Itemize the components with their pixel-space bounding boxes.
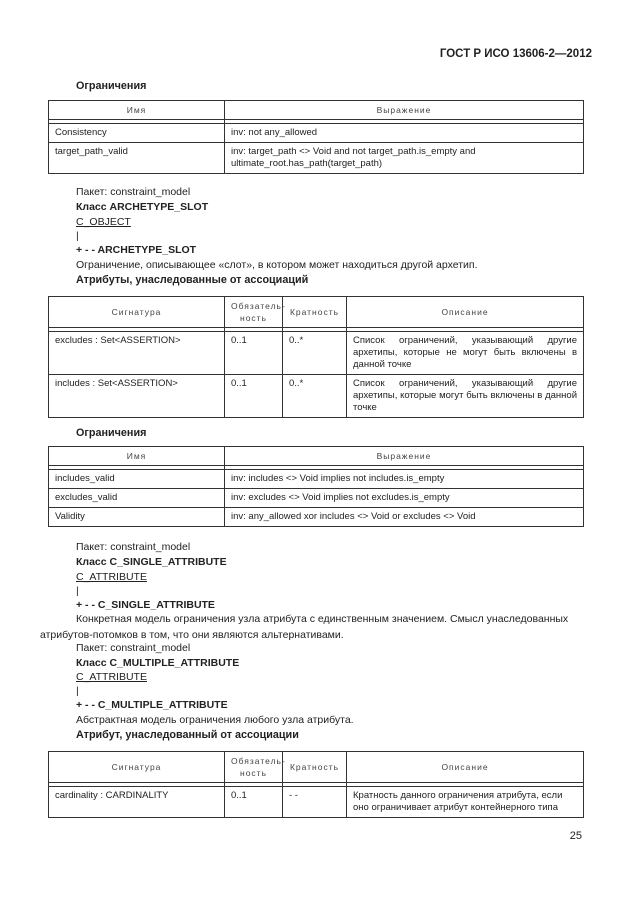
cell-required: 0..1 <box>225 332 283 375</box>
col-header-expression: Выражение <box>225 447 584 466</box>
table-row <box>49 332 584 375</box>
table-row <box>49 375 584 418</box>
cell-description: Список ограничений, указывающий другие архетипы, которые не могут быть включены в данной точке <box>347 332 584 375</box>
cell-expression: inv: any_allowed xor includes <> Void or excludes <> Void <box>225 508 584 527</box>
constraints-heading: Ограничения <box>76 427 147 439</box>
class-description: Абстрактная модель ограничения любого узла атрибута. <box>76 714 354 726</box>
page-number: 25 <box>569 830 582 842</box>
class-self: + - - ARCHETYPE_SLOT <box>76 244 197 256</box>
parent-class-link[interactable]: C_OBJECT <box>76 216 131 228</box>
attributes-heading: Атрибут, унаследованный от ассоциации <box>76 729 299 741</box>
table-row <box>49 124 584 143</box>
cell-name: target_path_valid <box>49 143 225 174</box>
col-header-expression: Выражение <box>225 101 584 120</box>
inheritance-pipe: | <box>76 685 79 697</box>
class-name: Класс C_MULTIPLE_ATTRIBUTE <box>76 657 240 669</box>
cell-name: Validity <box>49 508 225 527</box>
table-row <box>49 143 584 174</box>
class-name: Класс ARCHETYPE_SLOT <box>76 201 209 213</box>
attributes-heading: Атрибуты, унаследованные от ассоциаций <box>76 274 309 286</box>
parent-class-link[interactable]: C_ATTRIBUTE <box>76 571 147 583</box>
col-header-required: Обязатель-ность <box>225 297 283 328</box>
class-description: Конкретная модель ограничения узла атрибута с единственным значением. Смысл унаследованных атрибутов-потомков в том, что они являются альтернативами. <box>40 613 569 641</box>
cell-multiplicity: 0..* <box>283 332 347 375</box>
package-line: Пакет: constraint_model <box>76 541 191 553</box>
parent-class-link[interactable]: C_ATTRIBUTE <box>76 671 147 683</box>
standard-number: ГОСТ Р ИСО 13606-2—2012 <box>439 48 592 60</box>
cell-description: Кратность данного ограничения атрибута, если оно ограничивает атрибут контейнерного типа <box>347 787 584 818</box>
table-row <box>49 508 584 527</box>
cell-name: includes_valid <box>49 470 225 489</box>
cell-signature: cardinality : CARDINALITY <box>49 787 225 818</box>
cell-multiplicity: 0..* <box>283 375 347 418</box>
col-header-description: Описание <box>347 297 584 328</box>
inheritance-pipe: | <box>76 230 79 242</box>
cell-name: Consistency <box>49 124 225 143</box>
attributes-table-2 <box>48 751 584 818</box>
constraints-table-1 <box>48 100 584 174</box>
cell-description: Список ограничений, указывающий другие архетипы, которые могут быть включены в данной точке <box>347 375 584 418</box>
cell-required: 0..1 <box>225 787 283 818</box>
col-header-signature: Сигнатура <box>49 752 225 783</box>
inheritance-pipe: | <box>76 585 79 597</box>
cell-name: excludes_valid <box>49 489 225 508</box>
cell-required: 0..1 <box>225 375 283 418</box>
cell-expression: inv: includes <> Void implies not includes.is_empty <box>225 470 584 489</box>
col-header-multiplicity: Кратность <box>283 297 347 328</box>
col-header-name: Имя <box>49 101 225 120</box>
attributes-table-1 <box>48 296 584 418</box>
cell-expression: inv: target_path <> Void and not target_path.is_empty and ultimate_root.has_path(target_path) <box>225 143 584 174</box>
col-header-description: Описание <box>347 752 584 783</box>
table-row <box>49 489 584 508</box>
cell-signature: excludes : Set<ASSERTION> <box>49 332 225 375</box>
constraints-table-2 <box>48 446 584 527</box>
cell-expression: inv: excludes <> Void implies not excludes.is_empty <box>225 489 584 508</box>
table-row <box>49 470 584 489</box>
col-header-name: Имя <box>49 447 225 466</box>
class-description: Ограничение, описывающее «слот», в котором может находиться другой архетип. <box>76 259 478 271</box>
class-self: + - - C_SINGLE_ATTRIBUTE <box>76 599 215 611</box>
cell-expression: inv: not any_allowed <box>225 124 584 143</box>
cell-multiplicity: - - <box>283 787 347 818</box>
package-line: Пакет: constraint_model <box>76 642 191 654</box>
col-header-signature: Сигнатура <box>49 297 225 328</box>
col-header-multiplicity: Кратность <box>283 752 347 783</box>
class-name: Класс C_SINGLE_ATTRIBUTE <box>76 556 227 568</box>
constraints-heading: Ограничения <box>76 80 147 92</box>
package-line: Пакет: constraint_model <box>76 186 191 198</box>
cell-signature: includes : Set<ASSERTION> <box>49 375 225 418</box>
class-self: + - - C_MULTIPLE_ATTRIBUTE <box>76 699 228 711</box>
table-row <box>49 787 584 818</box>
col-header-required: Обязатель-ность <box>225 752 283 783</box>
